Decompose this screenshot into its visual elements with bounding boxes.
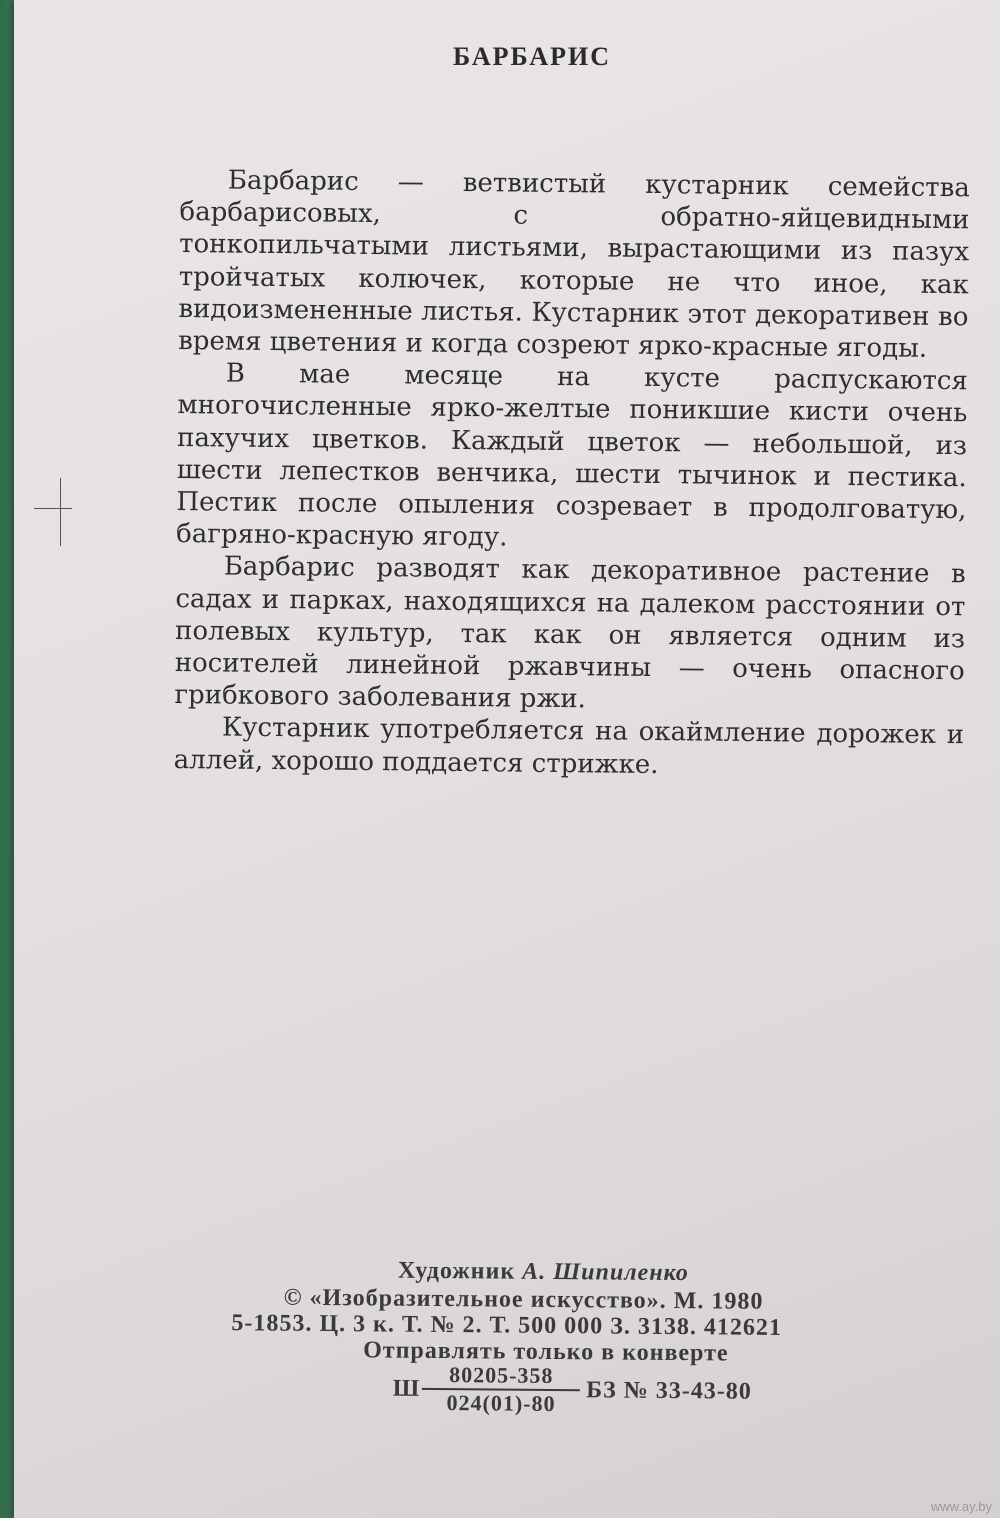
artist-name: А. Шипиленко bbox=[522, 1258, 689, 1287]
paragraph-4: Кустарник употребляется на окаймление дорожек и аллей, хорошо поддается стрижке. bbox=[173, 712, 965, 780]
paragraph-1: Барбарис — ветвистый кустарник семейства барбарисовых, с обратно-яйцевидными тонкопильчатыми листьями, вырастающими из пазух тройчатых колючек, которые не что иное, как видоизмененные листья. Кустарник этот декоративен во время цветения и когда созреют ярко-красные ягоды. bbox=[177, 165, 970, 364]
paragraph-2: В мае месяце на кусте распускаются многочисленные ярко-желтые поникшие кисти очень пахучих цветков. Каждый цветок — небольшой, из шести лепестков венчика, шести тычинок и пестика. Пестик после опыления созревает в продолговатую, багряно-красную ягоду. bbox=[175, 358, 968, 553]
print-code-line: 5-1853. Ц. 3 к. Т. № 2. Т. 500 000 З. 3138. 412621 bbox=[231, 1310, 782, 1341]
artist-credit bbox=[398, 1258, 689, 1288]
index-fraction bbox=[393, 1362, 752, 1419]
watermark: www.ay.by bbox=[930, 1499, 992, 1514]
bz-code: БЗ № 33-43-80 bbox=[586, 1376, 752, 1405]
publisher-line: © «Изобразительное искусство». М. 1980 bbox=[283, 1284, 764, 1315]
imprint-block bbox=[214, 1256, 974, 1416]
index-numerator: 80205-358 bbox=[449, 1362, 554, 1388]
send-note: Отправлять только в конверте bbox=[363, 1337, 729, 1367]
index-stack bbox=[422, 1362, 580, 1417]
postcard-back bbox=[14, 0, 1000, 1518]
index-denominator: 024(01)-80 bbox=[446, 1390, 556, 1416]
page-title: БАРБАРИС bbox=[452, 42, 611, 71]
crop-mark-horizontal bbox=[34, 508, 72, 509]
index-prefix: Ш bbox=[392, 1375, 421, 1402]
paragraph-3: Барбарис разводят как декоративное растение в садах и парках, находящихся на далеком расстоянии от полевых культур, так как он является одним из носителей линейной ржавчины — очень опасного грибкового заболевания ржи. bbox=[174, 551, 966, 715]
artist-label: Художник bbox=[397, 1257, 516, 1285]
crop-mark-vertical bbox=[60, 478, 61, 546]
article-body bbox=[174, 164, 970, 784]
